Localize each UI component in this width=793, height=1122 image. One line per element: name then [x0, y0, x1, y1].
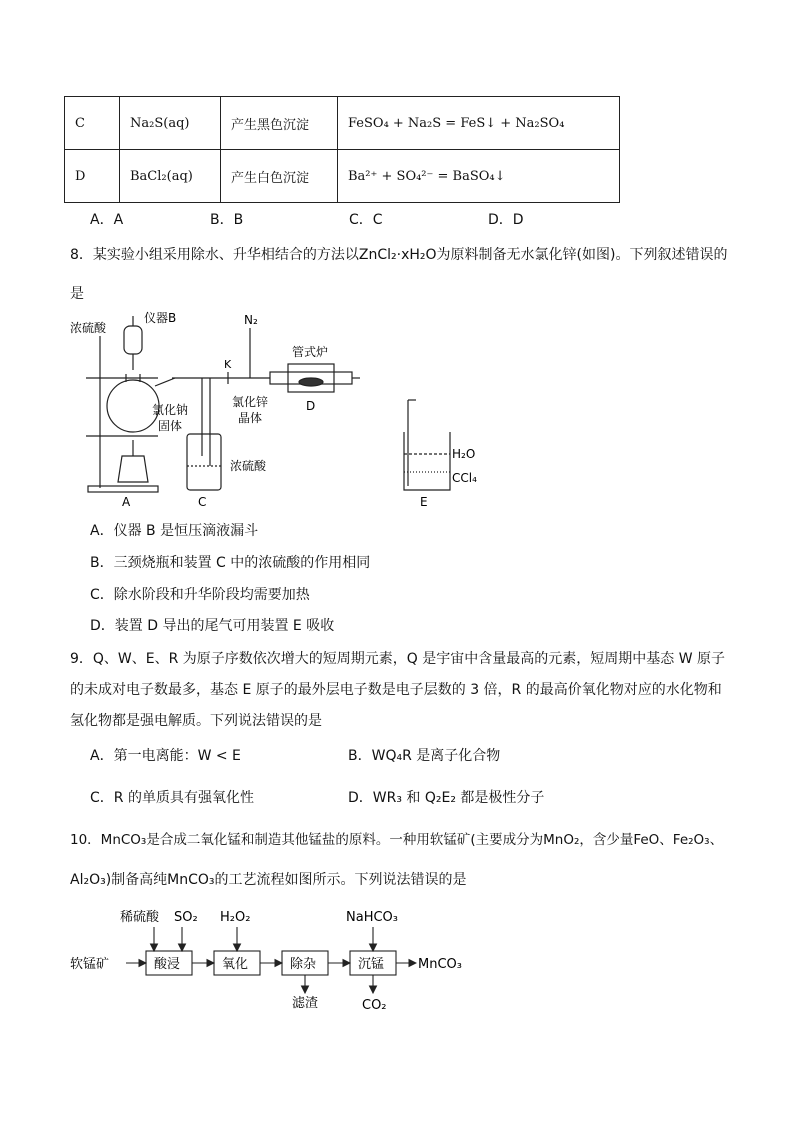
q8-option-a[interactable]: A．仪器 B 是恒压滴液漏斗 — [90, 523, 259, 539]
label-solid: 固体 — [158, 419, 183, 433]
answer-table — [64, 96, 620, 203]
q7-option-a[interactable]: A．A — [90, 212, 124, 228]
label-n2: N₂ — [244, 313, 258, 327]
label-k: K — [224, 358, 232, 371]
label-zncl-crystal2: 晶体 — [238, 411, 263, 425]
label-nacl: 氯化钠 — [152, 403, 189, 417]
label-conc-acid-c: 浓硫酸 — [230, 459, 267, 473]
table-cell-phenomenon: 产生白色沉淀 — [221, 150, 338, 203]
table-cell-phenomenon: 产生黑色沉淀 — [221, 97, 338, 150]
q9-stem-line1: 9．Q、W、E、R 为原子序数依次增大的短周期元素，Q 是宇宙中含量最高的元素，短周期中基态 W 原子 — [70, 651, 726, 667]
flow-input-so2: SO₂ — [174, 910, 198, 925]
table-cell-label: D — [65, 150, 120, 203]
flow-step-precipitate: 沉锰 — [358, 957, 385, 972]
q8-stem-line2: 是 — [70, 286, 84, 302]
flow-output-co2: CO₂ — [362, 998, 387, 1013]
flow-input-nahco3: NaHCO₃ — [346, 910, 398, 925]
flow-raw: 软锰矿 — [70, 957, 110, 972]
table-cell-equation: Ba²⁺ + SO₄²⁻ = BaSO₄↓ — [338, 150, 620, 203]
flow-step-acid-leach: 酸浸 — [154, 957, 181, 972]
label-c: C — [198, 495, 207, 509]
q7-option-c[interactable]: C．C — [349, 212, 383, 228]
flow-output-residue: 滤渣 — [292, 996, 319, 1011]
flow-step-oxidize: 氧化 — [222, 957, 249, 972]
q9-stem-line3: 氢化物都是强电解质。下列说法错误的是 — [70, 713, 322, 729]
q8-option-b[interactable]: B．三颈烧瓶和装置 C 中的浓硫酸的作用相同 — [90, 555, 371, 571]
label-a: A — [122, 495, 131, 509]
table-row — [65, 150, 620, 203]
table-cell-label: C — [65, 97, 120, 150]
flow-input-dilute-acid: 稀硫酸 — [120, 910, 160, 925]
label-e: E — [420, 495, 428, 509]
q10-stem-line2: Al₂O₃)制备高纯MnCO₃的工艺流程如图所示。下列说法错误的是 — [70, 872, 467, 888]
label-instrument-b: 仪器B — [144, 311, 177, 325]
q9-option-a[interactable]: A．第一电离能：W < E — [90, 748, 241, 764]
apparatus-figure — [60, 306, 510, 512]
flow-step-purify: 除杂 — [290, 957, 317, 972]
process-flow-diagram — [70, 905, 490, 1020]
label-furnace: 管式炉 — [292, 345, 329, 359]
label-conc-acid-top: 浓硫酸 — [70, 321, 107, 335]
q9-option-b[interactable]: B．WQ₄R 是离子化合物 — [348, 748, 501, 764]
label-ccl4: CCl₄ — [452, 471, 477, 485]
q7-option-d[interactable]: D．D — [488, 212, 524, 228]
q9-option-d[interactable]: D．WR₃ 和 Q₂E₂ 都是极性分子 — [348, 790, 545, 806]
table-row — [65, 97, 620, 150]
q8-option-c[interactable]: C．除水阶段和升华阶段均需要加热 — [90, 587, 310, 603]
q9-stem-line2: 的未成对电子数最多，基态 E 原子的最外层电子数是电子层数的 3 倍，R 的最高价氧化物对应的水化物和 — [70, 682, 722, 698]
q8-option-d[interactable]: D．装置 D 导出的尾气可用装置 E 吸收 — [90, 618, 335, 634]
q9-option-c[interactable]: C．R 的单质具有强氧化性 — [90, 790, 254, 806]
q8-stem-line1: 8．某实验小组采用除水、升华相结合的方法以ZnCl₂·xH₂O为原料制备无水氯化锌(如图)。下列叙述错误的 — [70, 247, 728, 263]
q10-stem-line1: 10．MnCO₃是合成二氧化锰和制造其他锰盐的原料。一种用软锰矿(主要成分为MnO₂，含少量FeO、Fe₂O₃、 — [70, 832, 724, 848]
label-d: D — [306, 399, 316, 413]
q7-option-b[interactable]: B．B — [210, 212, 244, 228]
table-cell-equation: FeSO₄ + Na₂S = FeS↓ + Na₂SO₄ — [338, 97, 620, 150]
table-cell-reagent: Na₂S(aq) — [120, 97, 221, 150]
label-zncl-crystal1: 氯化锌 — [232, 395, 269, 409]
label-h2o: H₂O — [452, 447, 476, 461]
table-cell-reagent: BaCl₂(aq) — [120, 150, 221, 203]
flow-input-h2o2: H₂O₂ — [220, 910, 251, 925]
flow-product: MnCO₃ — [418, 957, 462, 972]
